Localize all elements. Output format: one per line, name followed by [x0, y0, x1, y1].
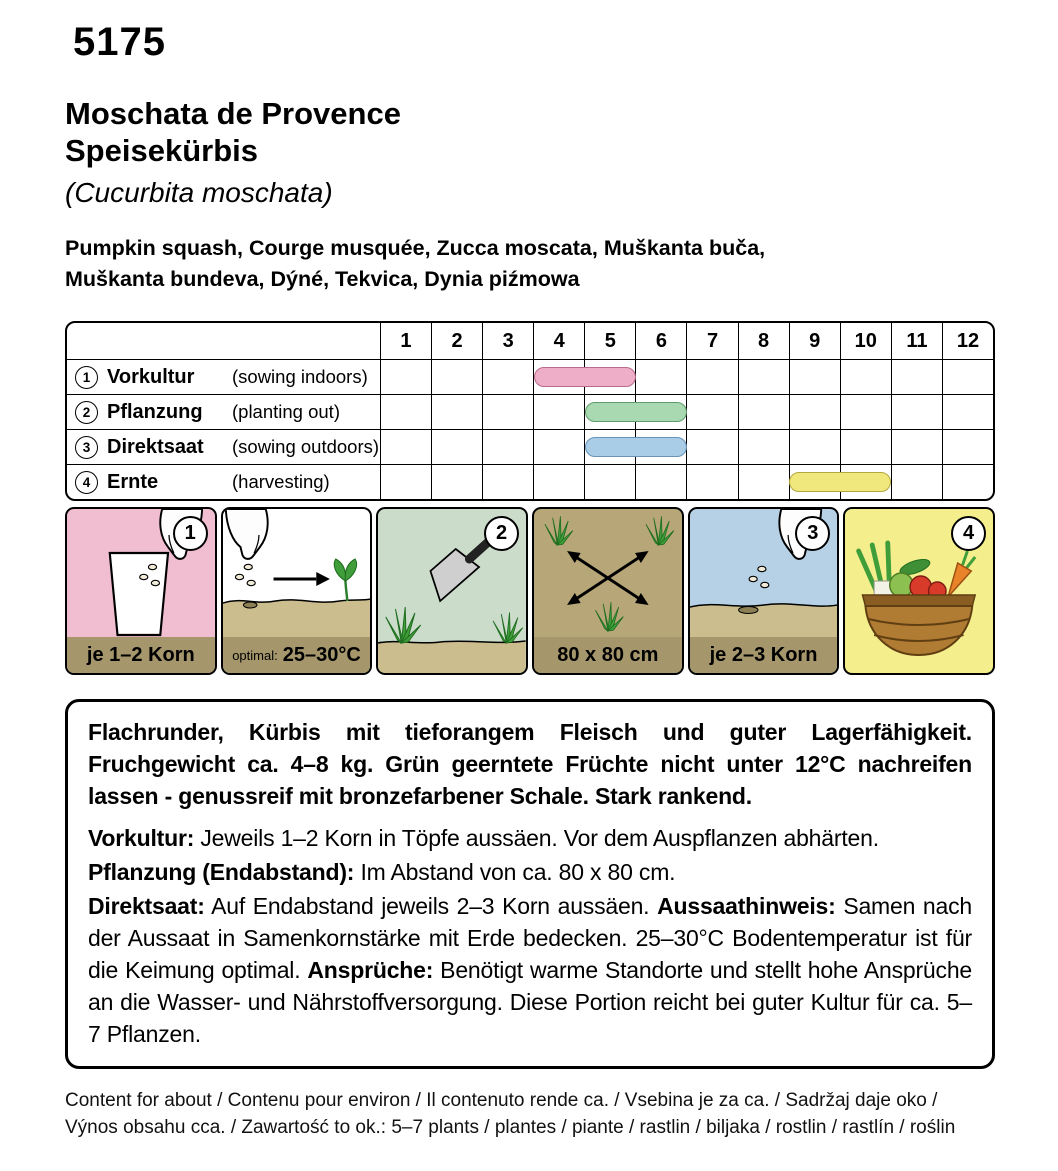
calendar-header-spacer — [67, 323, 381, 359]
panel-vorkultur — [65, 507, 217, 675]
row-label-vorkultur — [67, 360, 381, 394]
calendar-cell — [381, 430, 432, 464]
variety-title-line1: Moschata de Provence — [65, 96, 401, 131]
calendar-cell — [790, 360, 841, 394]
row-desc: (harvesting) — [232, 471, 330, 492]
calendar-cell — [790, 395, 841, 429]
calendar-cell — [432, 430, 483, 464]
calendar-cell — [892, 465, 943, 499]
calendar-cell — [381, 465, 432, 499]
calendar-cell — [432, 360, 483, 394]
row-desc: (sowing outdoors) — [232, 436, 380, 457]
row-name: Direktsaat — [107, 435, 204, 458]
content-note — [65, 1087, 995, 1141]
calendar-cell — [636, 360, 687, 394]
row-number-badge: 2 — [75, 401, 98, 424]
description-box — [65, 699, 995, 1069]
direktsaat-period-bar — [585, 437, 687, 457]
calendar-cell — [841, 430, 892, 464]
calendar-row-ernte — [67, 464, 993, 499]
month-header-cell: 3 — [483, 323, 534, 359]
calendar-row-direktsaat — [67, 429, 993, 464]
panel-caption-strip — [223, 637, 371, 673]
panel-caption-strip — [690, 637, 838, 673]
vorkultur-text: Jeweils 1–2 Korn in Töpfe aussäen. Vor dem Auspflanzen abhärten. — [194, 825, 879, 851]
direktsaat-text: Auf Endabstand jeweils 2–3 Korn aussäen. — [204, 893, 658, 919]
panel-caption: 80 x 80 cm — [557, 643, 659, 666]
calendar-cell — [534, 465, 585, 499]
panel-caption-prefix: optimal: — [232, 647, 278, 663]
plant-spacing-illustration — [534, 509, 682, 637]
month-header-cell: 4 — [534, 323, 585, 359]
aussaathinweis-text: Samen nach der Aussaat in Samenkornstärke mit Erde bedecken. 25–30°C Bodentemperatur ist für die Keimung optimal. — [88, 893, 972, 983]
panel-caption-strip — [534, 637, 682, 673]
row-desc: (sowing indoors) — [232, 366, 368, 387]
calendar-cell — [636, 465, 687, 499]
item-number: 5175 — [73, 20, 166, 64]
panel-number-badge: 1 — [173, 516, 208, 551]
pflanzung-label: Pflanzung (Endabstand): — [88, 859, 355, 885]
calendar-cell — [943, 430, 993, 464]
calendar-cell — [790, 430, 841, 464]
panel-caption: je 1–2 Korn — [86, 643, 195, 666]
calendar-header-row — [67, 323, 993, 359]
calendar-cell — [687, 395, 738, 429]
calendar-cell — [841, 360, 892, 394]
calendar-cell — [534, 395, 585, 429]
calendar-cell — [483, 465, 534, 499]
calendar-cell — [687, 430, 738, 464]
panel-direktsaat — [688, 507, 840, 675]
calendar-row-pflanzung — [67, 394, 993, 429]
row-label-direktsaat — [67, 430, 381, 464]
month-header-cell: 5 — [585, 323, 636, 359]
variety-title-line2: Speisekürbis — [65, 133, 258, 168]
ernte-period-bar — [789, 472, 891, 492]
month-header-cell: 9 — [790, 323, 841, 359]
direktsaat-label: Direktsaat: — [88, 893, 205, 919]
calendar-cell — [892, 395, 943, 429]
vorkultur-label: Vorkultur: — [88, 825, 195, 851]
names-line2: Muškanta bundeva, Dýné, Tekvica, Dynia piźmowa — [65, 267, 580, 291]
calendar-cell — [381, 360, 432, 394]
calendar-cell — [687, 360, 738, 394]
calendar-cell — [841, 395, 892, 429]
multilingual-names — [65, 233, 995, 295]
month-header-cell: 6 — [636, 323, 687, 359]
description-direktsaat — [88, 890, 972, 1050]
description-vorkultur — [88, 822, 972, 854]
calendar-cell — [483, 395, 534, 429]
calendar-cell — [432, 465, 483, 499]
panel-number-badge: 2 — [484, 516, 519, 551]
panel-ernte — [843, 507, 995, 675]
pflanzung-text: Im Abstand von ca. 80 x 80 cm. — [354, 859, 676, 885]
calendar-cell — [943, 360, 993, 394]
month-header-cell: 11 — [892, 323, 943, 359]
calendar-cell — [892, 430, 943, 464]
description-pflanzung — [88, 856, 972, 888]
calendar-cell — [534, 430, 585, 464]
calendar-row-vorkultur — [67, 359, 993, 394]
calendar-cell — [739, 465, 790, 499]
calendar-grid-ernte — [381, 465, 993, 499]
row-label-ernte — [67, 465, 381, 499]
calendar-cell — [585, 465, 636, 499]
row-name: Ernte — [107, 470, 159, 493]
content-note-line2: Výnos obsahu cca. / Zawartość to ok.: 5–7 plants / plantes / piante / rastlin / biljaka / rostlin / rastlín / roślin — [65, 1117, 956, 1138]
row-desc: (planting out) — [232, 401, 340, 422]
month-header-cell: 8 — [739, 323, 790, 359]
month-header-cell: 7 — [687, 323, 738, 359]
panel-pflanzung — [376, 507, 528, 675]
calendar-cell — [739, 395, 790, 429]
ansprueche-label: Ansprüche: — [307, 957, 434, 983]
calendar-cell — [687, 465, 738, 499]
calendar-cell — [483, 430, 534, 464]
calendar-month-header-cells — [381, 323, 993, 359]
calendar-cell — [432, 395, 483, 429]
aussaathinweis-label: Aussaathinweis: — [657, 893, 836, 919]
botanical-name: (Cucurbita moschata) — [65, 177, 333, 208]
row-name: Vorkultur — [107, 365, 195, 388]
row-name: Pflanzung — [107, 400, 203, 423]
calendar-cell — [483, 360, 534, 394]
calendar-cell — [943, 395, 993, 429]
sowing-calendar — [65, 321, 995, 501]
panel-caption: je 2–3 Korn — [709, 643, 818, 666]
names-line1: Pumpkin squash, Courge musquée, Zucca moscata, Muškanta buča, — [65, 236, 766, 260]
calendar-grid-direktsaat — [381, 430, 993, 464]
seed-to-sprout-illustration — [223, 509, 371, 637]
month-header-cell: 1 — [381, 323, 432, 359]
calendar-cell — [943, 465, 993, 499]
vorkultur-period-bar — [534, 367, 636, 387]
calendar-cell — [892, 360, 943, 394]
panel-spacing — [532, 507, 684, 675]
panel-number-badge: 4 — [951, 516, 986, 551]
pflanzung-period-bar — [585, 402, 687, 422]
calendar-grid-vorkultur — [381, 360, 993, 394]
row-number-badge: 1 — [75, 366, 98, 389]
panel-germination-temp — [221, 507, 373, 675]
row-label-pflanzung — [67, 395, 381, 429]
month-header-cell: 12 — [956, 329, 980, 352]
calendar-cell — [739, 360, 790, 394]
panel-number-badge: 3 — [795, 516, 830, 551]
month-header-cell: 2 — [432, 323, 483, 359]
instruction-panels — [65, 507, 995, 675]
panel-caption-strip — [67, 637, 215, 673]
panel-caption: 25–30°C — [282, 643, 361, 666]
month-header-cell: 10 — [841, 323, 892, 359]
row-number-badge: 4 — [75, 471, 98, 494]
row-number-badge: 3 — [75, 436, 98, 459]
calendar-cell — [381, 395, 432, 429]
calendar-grid-pflanzung — [381, 395, 993, 429]
calendar-cell — [739, 430, 790, 464]
content-note-line1: Content for about / Contenu pour environ / Il contenuto rende ca. / Vsebina je za ca. / Sadržaj daje oko / — [65, 1090, 938, 1111]
description-intro: Flachrunder, Kürbis mit tieforangem Fleisch und guter Lagerfähigkeit. Fruchgewicht ca. 4–8 kg. Grün geerntete Früchte nicht unter 12°C nachreifen lassen - genussreif mit bronzefarbener Schale. Stark rankend. — [88, 719, 972, 809]
ansprueche-text: Benötigt warme Standorte und stellt hohe Ansprüche an die Wasser- und Nährstoffversorgung. Diese Portion reicht bei guter Kultur für ca. 5–7 Pflanzen. — [88, 957, 972, 1047]
